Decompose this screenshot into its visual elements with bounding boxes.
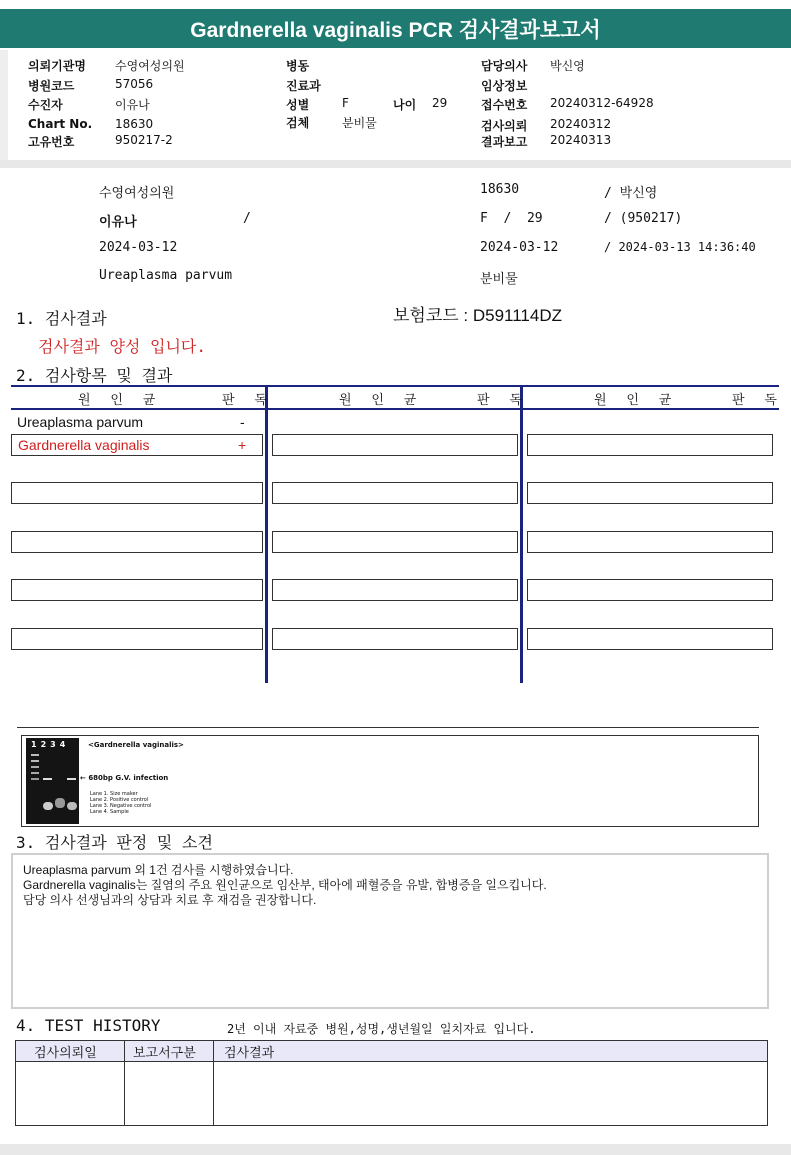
label-chart-no: Chart No. <box>28 117 93 131</box>
value-hospital-code: 57056 <box>115 77 154 91</box>
value-receipt-no: 20240312-64928 <box>550 96 654 110</box>
gel-primer-dimer <box>55 798 65 808</box>
value-chart-no: 18630 <box>115 117 154 131</box>
summary-slash: / <box>243 211 251 226</box>
section4-heading: 4. TEST HISTORY <box>16 1016 161 1035</box>
label-report-date: 결과보고 <box>481 135 528 149</box>
result-row-empty <box>11 531 263 553</box>
result-row-empty <box>11 628 263 650</box>
value-sex: F <box>342 96 349 110</box>
label-age: 나이 <box>393 98 417 112</box>
history-table <box>15 1040 768 1126</box>
col3-judge-header: 판 독 <box>732 393 783 408</box>
history-cell-empty <box>214 1062 768 1126</box>
history-col-result: 검사결과 <box>214 1041 768 1062</box>
label-doctor: 담당의사 <box>481 59 528 73</box>
opinion-line: Gardnerella vaginalis는 질염의 주요 원인균으로 임산부, 태아에 패혈증을 유발, 합병증을 일으킵니다. <box>23 878 547 892</box>
section1-heading: 1. 검사결과 <box>16 309 107 328</box>
summary-specimen: 분비물 <box>480 272 518 287</box>
opinion-box <box>11 853 769 1009</box>
col2-judge-header: 판 독 <box>477 393 528 408</box>
col-divider-1 <box>265 385 268 683</box>
gel-primer-dimer <box>67 802 77 810</box>
label-sex: 성별 <box>286 98 310 112</box>
table-top-line <box>11 385 779 387</box>
gel-primer-dimer <box>43 802 53 810</box>
value-patient: 이유나 <box>115 98 150 112</box>
col1-judge-header: 판 독 <box>222 393 273 408</box>
section2-heading: 2. 검사항목 및 결과 <box>16 366 173 385</box>
value-doctor: 박신영 <box>550 59 585 73</box>
item-result: - <box>240 414 245 430</box>
summary-date-2: 2024-03-12 <box>480 240 559 255</box>
col1-pathogen-header: 원 인 균 <box>78 393 162 408</box>
footer-strip <box>0 1144 791 1155</box>
opinion-line: Ureaplasma parvum 외 1건 검사를 시행하였습니다. <box>23 863 294 877</box>
gel-positive-band <box>43 778 52 780</box>
value-request-date: 20240312 <box>550 117 612 131</box>
label-request-date: 검사의뢰 <box>481 119 528 133</box>
label-ward: 병동 <box>286 59 310 73</box>
value-unique-no: 950217-2 <box>115 133 173 147</box>
result-row-empty <box>272 531 518 553</box>
summary-birth: / (950217) <box>604 211 683 226</box>
item-result: + <box>238 437 247 453</box>
gel-title: <Gardnerella vaginalis> <box>88 741 184 749</box>
result-row-empty <box>527 579 773 601</box>
value-report-date: 20240313 <box>550 133 612 147</box>
label-specimen: 검체 <box>286 116 310 130</box>
gel-ladder-band <box>31 754 39 756</box>
label-clinical-info: 임상정보 <box>481 79 528 93</box>
result-row <box>11 434 263 456</box>
history-cell-empty <box>125 1062 214 1126</box>
col2-pathogen-header: 원 인 균 <box>339 393 423 408</box>
summary-test: Ureaplasma parvum <box>99 268 233 283</box>
value-institution: 수영여성의원 <box>115 59 185 73</box>
opinion-line: 담당 의사 선생님과의 상담과 치료 후 재검을 권장합니다. <box>23 893 317 907</box>
gel-ladder-band <box>31 766 39 768</box>
label-unique-no: 고유번호 <box>28 135 75 149</box>
summary-datetime: / 2024-03-13 14:36:40 <box>604 240 756 254</box>
summary-patient: 이유나 <box>99 215 137 230</box>
item-name: Ureaplasma parvum <box>17 414 144 430</box>
history-col-request-date: 검사의뢰일 <box>16 1041 125 1062</box>
result-summary: 검사결과 양성 입니다. <box>38 337 207 356</box>
label-dept: 진료과 <box>286 79 321 93</box>
gel-ladder-band <box>31 772 39 774</box>
gel-ladder-band <box>31 778 39 780</box>
label-institution: 의뢰기관명 <box>28 59 86 73</box>
gel-image <box>26 738 79 824</box>
left-margin-strip <box>0 50 8 160</box>
label-hospital-code: 병원코드 <box>28 79 75 93</box>
result-row-empty <box>527 482 773 504</box>
gel-sample-band <box>67 778 76 780</box>
result-row-empty <box>527 531 773 553</box>
header-divider <box>0 160 791 168</box>
result-row-empty <box>272 579 518 601</box>
value-specimen: 분비물 <box>342 116 377 130</box>
summary-date-1: 2024-03-12 <box>99 240 178 255</box>
result-row-empty <box>272 434 518 456</box>
gel-band-label: ← 680bp G.V. infection <box>80 774 169 782</box>
result-row-empty <box>272 628 518 650</box>
result-row-empty <box>272 482 518 504</box>
item-name: Gardnerella vaginalis <box>18 437 150 453</box>
history-note: 2년 이내 자료중 병원,성명,생년월일 일치자료 입니다. <box>227 1022 536 1036</box>
gel-top-line <box>17 727 759 728</box>
gel-legend: Lane 1. Size maker Lane 2. Positive control Lane 3. Negative control Lane 4. Sample <box>90 791 152 815</box>
history-col-report-type: 보고서구분 <box>125 1041 214 1062</box>
summary-doctor: / 박신영 <box>604 186 658 201</box>
result-row-empty <box>11 482 263 504</box>
history-cell-empty <box>16 1062 125 1126</box>
insurance-code: 보험코드 : D591114DZ <box>393 306 562 325</box>
summary-sex-age: F / 29 <box>480 211 543 226</box>
value-age: 29 <box>432 96 448 110</box>
gel-panel <box>21 735 759 827</box>
col3-pathogen-header: 원 인 균 <box>594 393 678 408</box>
summary-chart-no: 18630 <box>480 182 520 197</box>
result-row-empty <box>527 434 773 456</box>
label-receipt-no: 접수번호 <box>481 98 528 112</box>
label-patient: 수진자 <box>28 98 63 112</box>
report-title: Gardnerella vaginalis PCR 검사결과보고서 <box>0 9 791 48</box>
col-divider-2 <box>520 385 523 683</box>
gel-lane-numbers: 1234 <box>31 740 70 749</box>
gel-ladder-band <box>31 760 39 762</box>
result-row-empty <box>11 579 263 601</box>
summary-institution: 수영여성의원 <box>99 186 175 201</box>
table-header-line <box>11 408 779 410</box>
result-row-empty <box>527 628 773 650</box>
section3-heading: 3. 검사결과 판정 및 소견 <box>16 833 213 852</box>
